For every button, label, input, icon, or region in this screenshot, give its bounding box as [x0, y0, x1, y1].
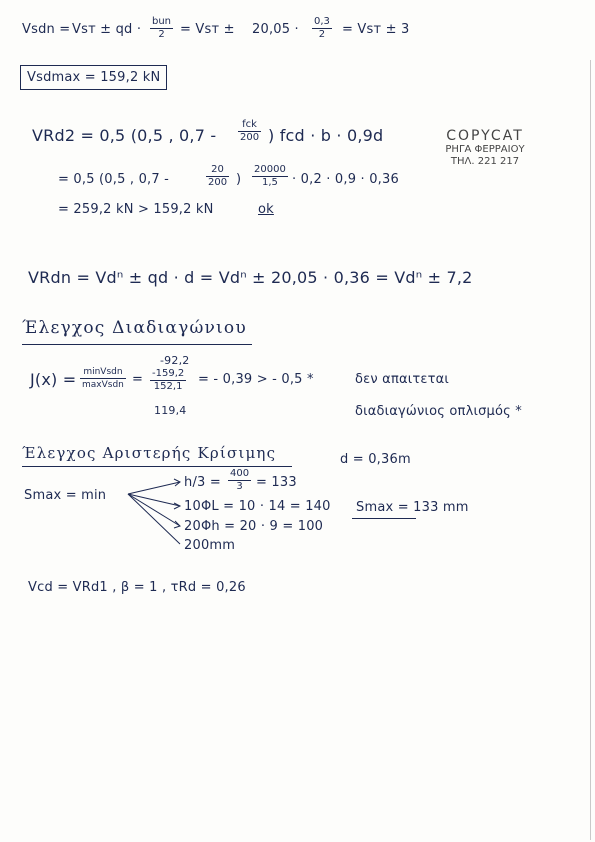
smax-label: Smax = min [24, 488, 107, 503]
vrd2-line2-a: = 0,5 (0,5 , 0,7 - [58, 172, 170, 187]
smax-option-10phi: 10ΦL = 10 · 14 = 140 [184, 499, 331, 514]
vrd2-line2-b: ) [236, 172, 242, 187]
vsdn-fraction-1-numerator: bun [152, 16, 172, 27]
smax-result: Smax = 133 mm [356, 500, 469, 515]
vrd2-line1-fraction-numerator: fck [238, 119, 261, 132]
zeta-fraction-denominator: maxVsdn [82, 380, 124, 390]
vrd2-line1-a: VRd2 = 0,5 (0,5 , 0,7 - [32, 126, 217, 145]
vsdn-expr-d: = Vsт ± 3 [342, 22, 410, 37]
vrd2-line2-fraction-1-denominator: 200 [208, 177, 228, 188]
smax-option-h3-denominator: 3 [236, 481, 243, 492]
section-diagonal-check-title: Έλεγχος Διαδιαγώνιου [22, 318, 247, 338]
smax-option-200mm: 200mm [184, 538, 236, 553]
smax-option-h3-b: = 133 [256, 475, 297, 490]
vsdn-fraction-2-denominator: 2 [318, 29, 326, 40]
vsdn-expr-b: = Vsт ± [180, 22, 235, 37]
vrd2-line2-fraction-1-numerator: 20 [206, 164, 229, 177]
vsdn-expr-c: 20,05 · [252, 22, 299, 37]
vrd2-line3: = 259,2 kN > 159,2 kN [58, 202, 214, 217]
stamp-title: COPYCAT [446, 128, 524, 144]
d-value: d = 0,36m [340, 452, 411, 467]
smax-option-h3-numerator: 400 [230, 468, 250, 479]
zeta-mid-fraction-numerator: -159,2 [152, 368, 185, 379]
smax-option-h3-a: h/3 = [184, 475, 221, 490]
vrd2-line2-c: · 0,2 · 0,9 · 0,36 [292, 172, 399, 187]
vrd2-ok-mark: ok [258, 202, 274, 217]
section-critical-check-title: Έλεγχος Αριστερής Κρίσιμης [22, 444, 277, 462]
vrd2-line2-fraction-2-numerator: 20000 [254, 164, 286, 175]
zeta-fraction-numerator: minVsdn [80, 366, 126, 379]
vsdn-fraction-2-numerator: 0,3 [314, 16, 330, 27]
vcd-line: Vcd = VRd1 , β = 1 , τRd = 0,26 [28, 580, 246, 595]
page-edge-line [590, 60, 591, 840]
vrd2-line2-fraction-2-denominator: 1,5 [261, 177, 278, 188]
zeta-note-line2: διαδιαγώνιος οπλισμός * [355, 404, 522, 419]
zeta-below-value: 119,4 [154, 404, 187, 417]
stamp-address: ΡΗΓΑ ΦΕΡΡΑΙΟΥ [445, 144, 525, 155]
vsdmax-boxed-result: Vsdmax = 159,2 kN [20, 65, 167, 90]
vrd2-line1-b: ) fcd · b · 0,9d [268, 126, 384, 145]
zeta-equals: = [132, 372, 144, 387]
vrdn-line: VRdn = Vdⁿ ± qd · d = Vdⁿ ± 20,05 · 0,36 = Vdⁿ ± 7,2 [28, 268, 473, 287]
smax-result-underline [352, 518, 416, 519]
stamp-phone: ΤΗΛ. 221 217 [450, 156, 520, 167]
zeta-note-line1: δεν απαιτεται [355, 372, 449, 387]
zeta-result: = - 0,39 > - 0,5 * [198, 372, 314, 387]
zeta-over-value: -92,2 [160, 354, 190, 367]
vsdn-expr-a: Vsт ± qd · [72, 22, 142, 37]
vrd2-line1-fraction-denominator: 200 [240, 132, 260, 143]
zeta-lhs: J(x) = [30, 370, 77, 389]
smax-option-h3-fraction [228, 468, 251, 493]
zeta-mid-fraction-denominator: 152,1 [153, 381, 183, 392]
vsdn-label: Vsdn = [22, 22, 71, 37]
vsdn-fraction-1-denominator: 2 [158, 29, 165, 40]
smax-option-20phi: 20Φh = 20 · 9 = 100 [184, 519, 324, 534]
